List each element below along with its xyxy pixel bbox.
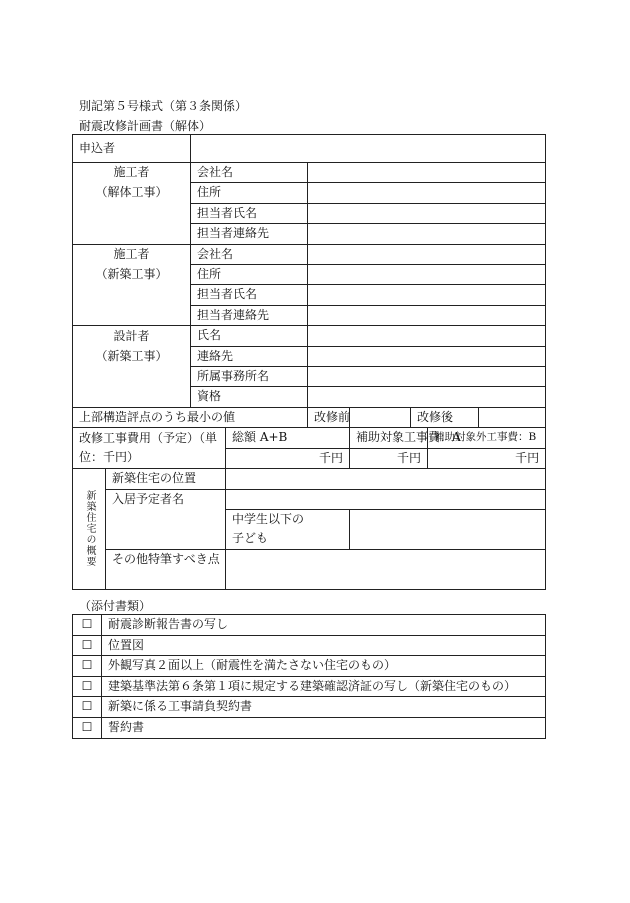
construction-contact-info-input[interactable] bbox=[308, 305, 546, 325]
attachment-label: 建築基準法第６条第１項に規定する建築確認済証の写し（新築住宅のもの） bbox=[102, 676, 546, 697]
construction-group-spacer bbox=[73, 285, 191, 305]
cost-total-input[interactable]: 千円 bbox=[226, 448, 350, 468]
designer-office-input[interactable] bbox=[308, 367, 546, 387]
demolition-company-input[interactable] bbox=[308, 163, 546, 183]
attachment-checkbox[interactable]: ☐ bbox=[73, 615, 102, 636]
construction-contractor-subtitle: （新築工事） bbox=[73, 265, 191, 285]
cost-total-label: 総額 A+B bbox=[226, 428, 350, 448]
attachment-row bbox=[73, 676, 546, 697]
attachments-title: （添付書類） bbox=[79, 599, 152, 613]
cost-label-line1: 改修工事費用（予定）（単 bbox=[73, 428, 226, 448]
cost-subsidy-input[interactable]: 千円 bbox=[350, 448, 428, 468]
new-house-section-label bbox=[73, 469, 106, 589]
residents-label: 入居予定者名 bbox=[106, 489, 226, 549]
attachment-checkbox[interactable]: ☐ bbox=[73, 656, 102, 677]
residents-input[interactable] bbox=[226, 489, 546, 509]
attachment-row bbox=[73, 717, 546, 738]
cost-label-line2: 位：千円） bbox=[73, 448, 226, 468]
attachment-checkbox[interactable]: ☐ bbox=[73, 635, 102, 656]
attachment-checkbox[interactable]: ☐ bbox=[73, 697, 102, 718]
construction-field-label: 担当者連絡先 bbox=[191, 305, 308, 325]
demolition-field-label: 会社名 bbox=[191, 163, 308, 183]
cost-header-row bbox=[73, 428, 546, 448]
new-house-row-5 bbox=[73, 549, 546, 569]
construction-company-input[interactable] bbox=[308, 244, 546, 264]
new-house-location-input[interactable] bbox=[226, 469, 546, 489]
designer-field-label: 氏名 bbox=[191, 326, 308, 346]
designer-field-label: 連絡先 bbox=[191, 346, 308, 366]
score-after-input[interactable] bbox=[479, 407, 546, 427]
applicant-row bbox=[73, 135, 546, 163]
designer-row-1 bbox=[73, 326, 546, 346]
attachment-checkbox[interactable]: ☐ bbox=[73, 717, 102, 738]
cost-non-subsidy-input[interactable]: 千円 bbox=[428, 448, 546, 468]
construction-field-label: 住所 bbox=[191, 265, 308, 285]
structure-score-label: 上部構造評点のうち最小の値 bbox=[73, 407, 308, 427]
designer-subtitle: （新築工事） bbox=[73, 346, 191, 366]
demolition-contact-name-input[interactable] bbox=[308, 203, 546, 223]
attachment-label: 誓約書 bbox=[102, 717, 546, 738]
demolition-row-2 bbox=[73, 183, 546, 203]
attachment-label: 外観写真２面以上（耐震性を満たさない住宅のもの） bbox=[102, 656, 546, 677]
designer-name-input[interactable] bbox=[308, 326, 546, 346]
designer-group-spacer bbox=[73, 367, 191, 387]
designer-field-label: 所属事務所名 bbox=[191, 367, 308, 387]
children-label-line2: 子ども bbox=[226, 529, 350, 549]
structure-score-row bbox=[73, 407, 546, 427]
construction-contact-name-input[interactable] bbox=[308, 285, 546, 305]
applicant-field[interactable] bbox=[191, 135, 546, 163]
other-notes-input[interactable] bbox=[226, 549, 546, 589]
designer-field-label: 資格 bbox=[191, 387, 308, 407]
demolition-row-3 bbox=[73, 203, 546, 223]
cost-non-subsidy-label: 補助対象外工事費：B bbox=[428, 428, 546, 448]
construction-group-spacer bbox=[73, 305, 191, 325]
construction-field-label: 会社名 bbox=[191, 244, 308, 264]
new-house-row-1 bbox=[73, 469, 546, 489]
demolition-row-4 bbox=[73, 224, 546, 244]
attachment-row bbox=[73, 615, 546, 636]
other-notes-spacer bbox=[106, 569, 226, 589]
designer-contact-input[interactable] bbox=[308, 346, 546, 366]
designer-group-spacer bbox=[73, 387, 191, 407]
score-before-input[interactable] bbox=[350, 407, 411, 427]
designer-row-2 bbox=[73, 346, 546, 366]
demolition-field-label: 住所 bbox=[191, 183, 308, 203]
other-notes-label: その他特筆すべき点 bbox=[106, 549, 226, 569]
attachment-row bbox=[73, 697, 546, 718]
score-after-label: 改修後 bbox=[411, 407, 479, 427]
demolition-group-spacer bbox=[73, 203, 191, 223]
demolition-address-input[interactable] bbox=[308, 183, 546, 203]
demolition-contractor-subtitle: （解体工事） bbox=[73, 183, 191, 203]
form-number: 別記第５号様式（第３条関係） bbox=[79, 99, 248, 113]
cost-subsidy-label: 補助対象工事費：A bbox=[350, 428, 428, 448]
cost-value-row bbox=[73, 448, 546, 468]
children-input[interactable] bbox=[350, 509, 546, 549]
children-label-line1: 中学生以下の bbox=[226, 509, 350, 529]
designer-qualification-input[interactable] bbox=[308, 387, 546, 407]
demolition-field-label: 担当者氏名 bbox=[191, 203, 308, 223]
new-house-vertical-text: 新築住宅の概要 bbox=[84, 490, 95, 568]
demolition-contact-info-input[interactable] bbox=[308, 224, 546, 244]
attachment-checkbox[interactable]: ☐ bbox=[73, 676, 102, 697]
attachments-table bbox=[72, 614, 546, 739]
construction-contractor-title: 施工者 bbox=[73, 244, 191, 264]
demolition-contractor-title: 施工者 bbox=[73, 163, 191, 183]
applicant-label: 申込者 bbox=[73, 135, 191, 163]
attachment-label: 位置図 bbox=[102, 635, 546, 656]
construction-address-input[interactable] bbox=[308, 265, 546, 285]
form-title: 耐震改修計画書（解体） bbox=[79, 119, 212, 133]
new-house-location-label: 新築住宅の位置 bbox=[106, 469, 226, 489]
construction-row-1 bbox=[73, 244, 546, 264]
demolition-field-label: 担当者連絡先 bbox=[191, 224, 308, 244]
demolition-row-1 bbox=[73, 163, 546, 183]
construction-row-3 bbox=[73, 285, 546, 305]
score-before-label: 改修前 bbox=[308, 407, 350, 427]
construction-row-4 bbox=[73, 305, 546, 325]
plan-form-table bbox=[72, 134, 546, 590]
attachment-label: 耐震診断報告書の写し bbox=[102, 615, 546, 636]
attachment-row bbox=[73, 635, 546, 656]
attachment-label: 新築に係る工事請負契約書 bbox=[102, 697, 546, 718]
construction-field-label: 担当者氏名 bbox=[191, 285, 308, 305]
designer-row-3 bbox=[73, 367, 546, 387]
designer-title: 設計者 bbox=[73, 326, 191, 346]
attachment-row bbox=[73, 656, 546, 677]
demolition-group-spacer bbox=[73, 224, 191, 244]
designer-row-4 bbox=[73, 387, 546, 407]
new-house-row-2 bbox=[73, 489, 546, 509]
construction-row-2 bbox=[73, 265, 546, 285]
